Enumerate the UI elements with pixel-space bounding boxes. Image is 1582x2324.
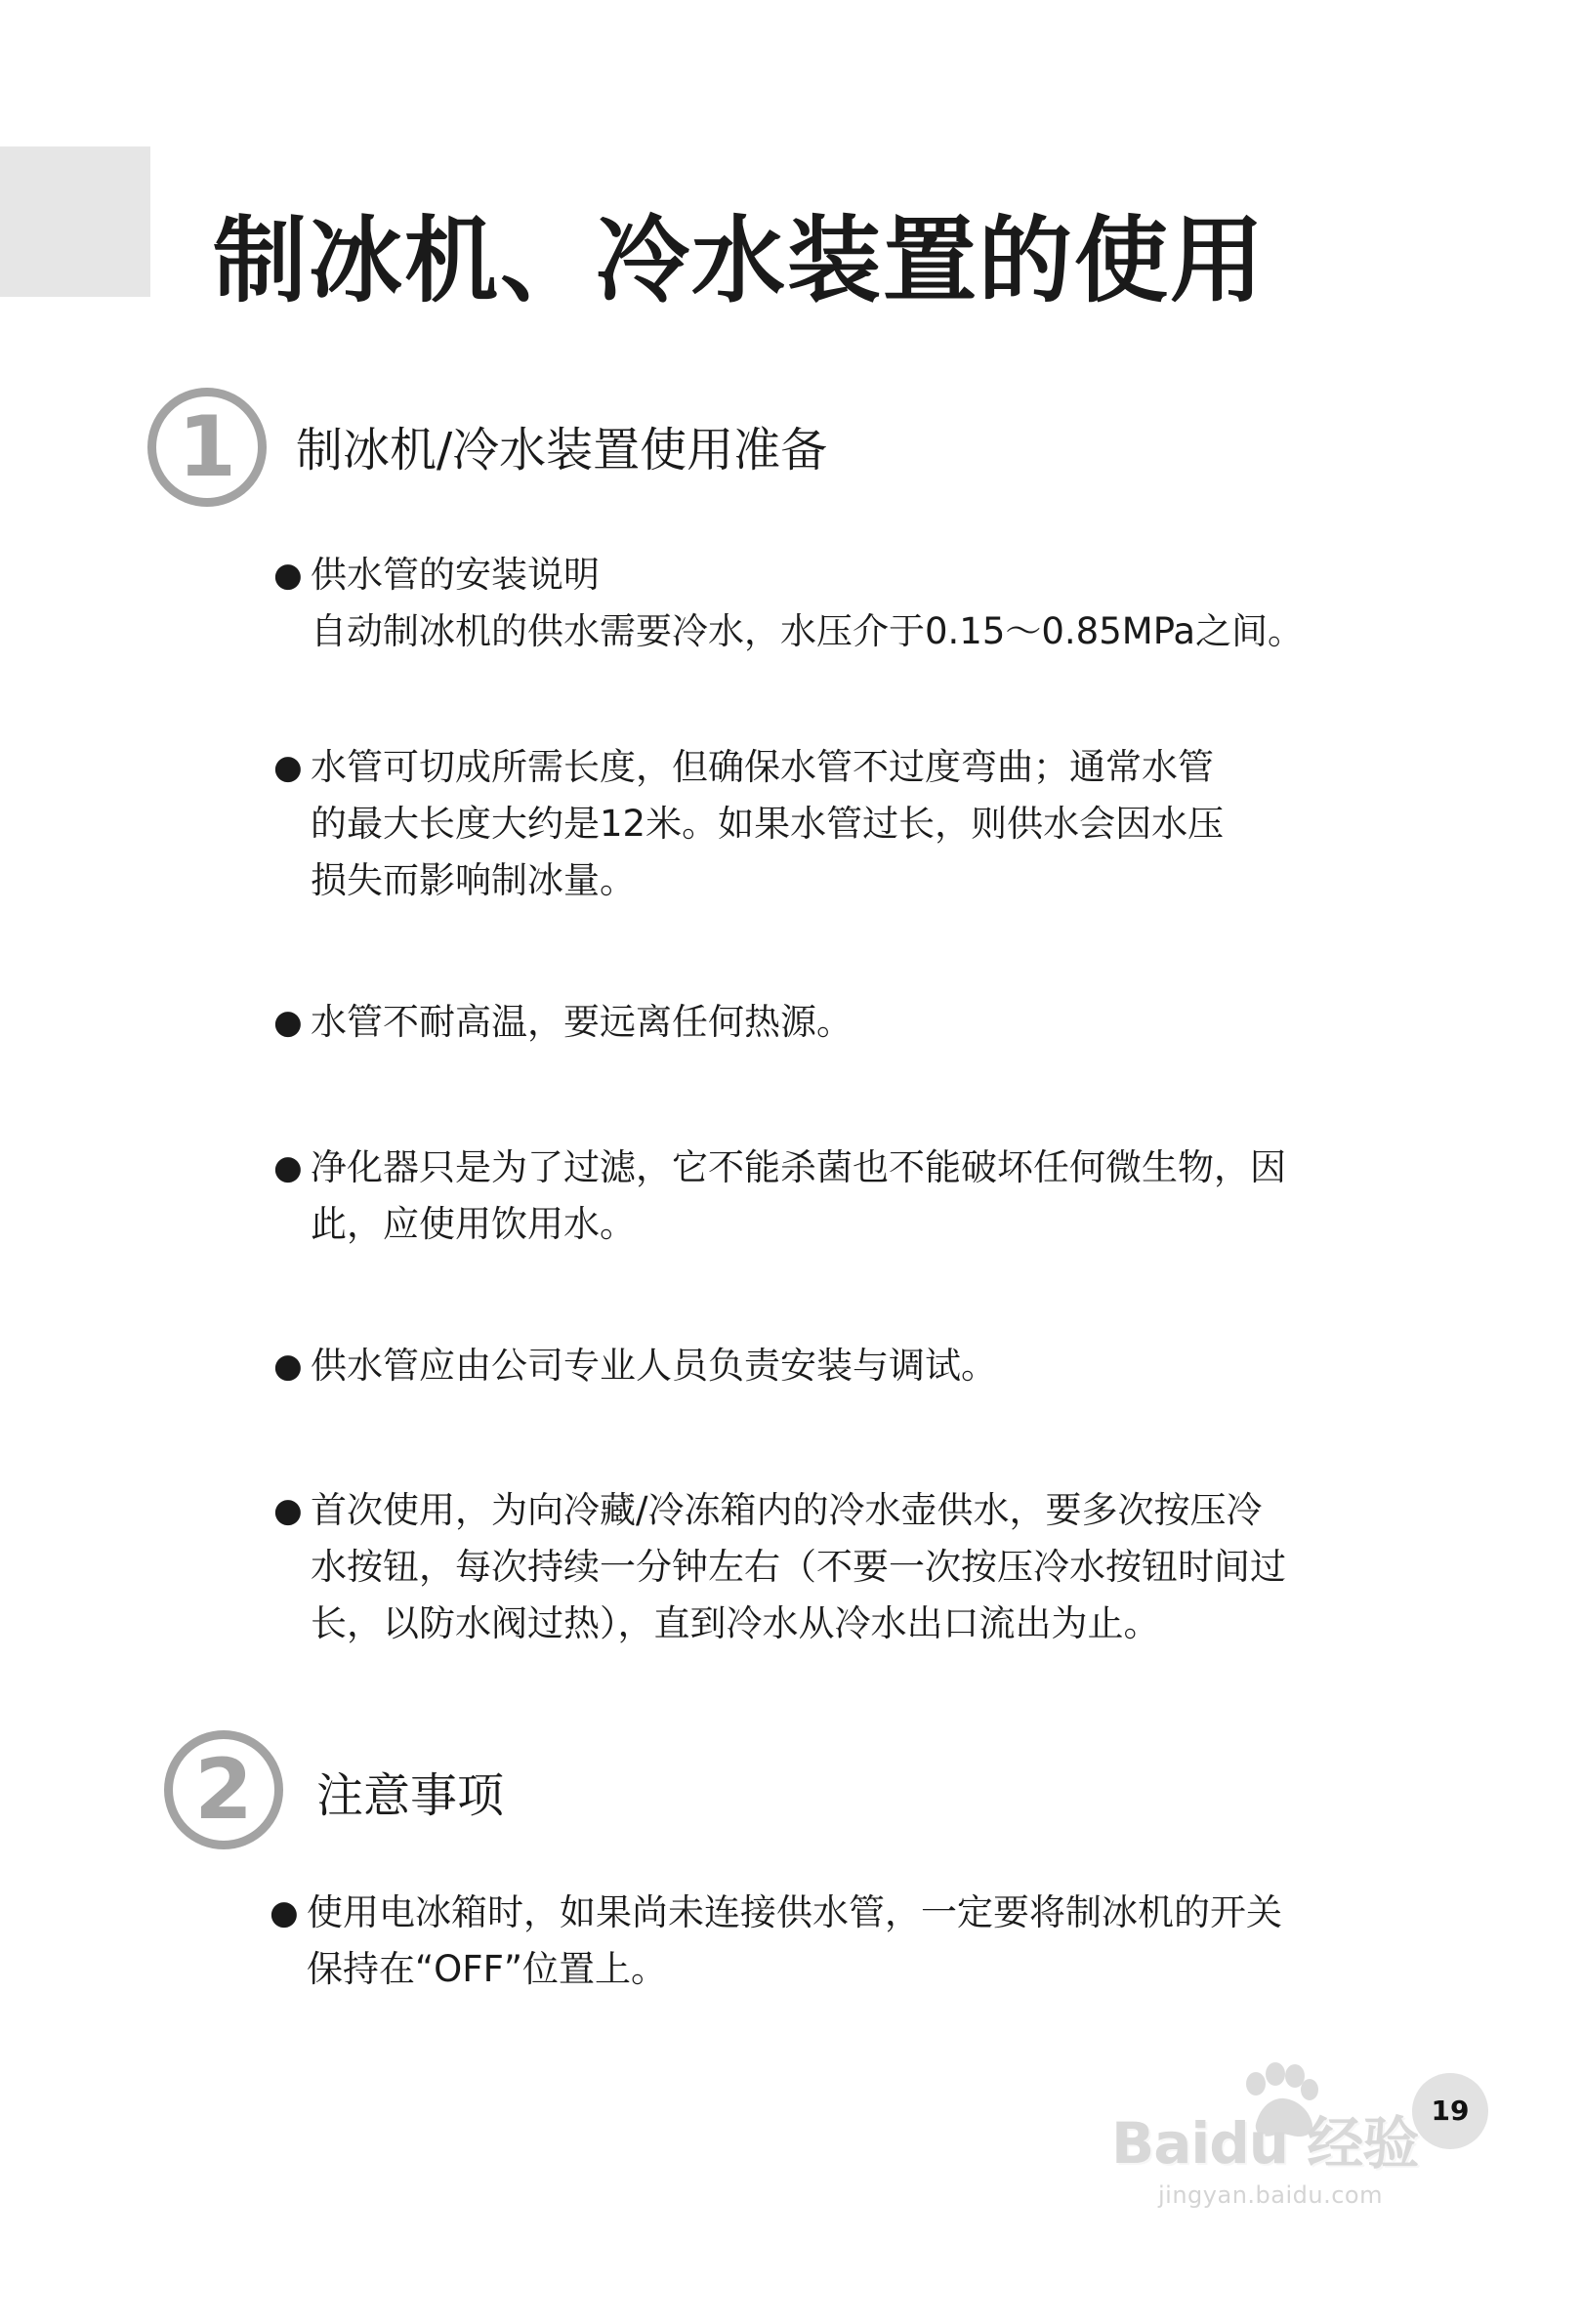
- item-text-line: 的最大长度大约是12米。如果水管过长，则供水会因水压: [311, 803, 1225, 845]
- baidu-watermark: [1111, 2060, 1492, 2217]
- bullet-icon: ●: [273, 556, 303, 595]
- bullet-icon: ●: [270, 1893, 299, 1932]
- bullet-icon: ●: [273, 1003, 303, 1042]
- section-heading-1: 制冰机/冷水装置使用准备: [296, 423, 828, 477]
- list-item: [273, 1140, 1286, 1253]
- item-text-line: 水管可切成所需长度，但确保水管不过度弯曲；通常水管: [311, 746, 1214, 788]
- item-text-line: 供水管应由公司专业人员负责安装与调试。: [311, 1345, 997, 1387]
- list-item: [273, 1482, 1286, 1652]
- section-heading-2: 注意事项: [316, 1768, 505, 1823]
- bullet-icon: ●: [273, 1491, 303, 1530]
- item-text-line: 保持在“OFF”位置上。: [307, 1948, 668, 1990]
- item-text-line: 损失而影响制冰量。: [311, 859, 636, 901]
- list-item: [273, 547, 1304, 660]
- bullet-icon: ●: [273, 1347, 303, 1386]
- item-text-line: 供水管的安装说明: [311, 554, 600, 596]
- section-number-1: 1: [147, 388, 267, 507]
- bullet-icon: ●: [273, 748, 303, 787]
- item-text-line: 长，以防水阀过热），直到冷水从冷水出口流出为止。: [311, 1602, 1160, 1644]
- item-text-line: 此，应使用饮用水。: [311, 1203, 636, 1245]
- section-number-2: 2: [164, 1730, 283, 1849]
- item-text-line: 使用电冰箱时，如果尚未连接供水管，一定要将制冰机的开关: [307, 1891, 1282, 1933]
- item-text-line: 水管不耐高温，要远离任何热源。: [311, 1001, 853, 1043]
- list-item: [273, 994, 853, 1051]
- bullet-icon: ●: [273, 1148, 303, 1187]
- item-text-line: 首次使用，为向冷藏/冷冻箱内的冷水壶供水，要多次按压冷: [311, 1489, 1263, 1531]
- item-text-line: 自动制冰机的供水需要冷水，水压介于0.15～0.85MPa之间。: [311, 610, 1305, 652]
- list-item: [270, 1885, 1282, 1998]
- watermark-url: jingyan.baidu.com: [1158, 2181, 1383, 2209]
- item-text-line: 水按钮，每次持续一分钟左右（不要一次按压冷水按钮时间过: [311, 1546, 1286, 1588]
- watermark-brand: Baidu 经验: [1111, 2110, 1419, 2177]
- page-title: 制冰机、冷水装置的使用: [213, 206, 1266, 315]
- page-number: 19: [1412, 2073, 1488, 2149]
- chapter-tab: [0, 146, 150, 297]
- list-item: [273, 739, 1224, 909]
- list-item: [273, 1338, 997, 1394]
- item-text-line: 净化器只是为了过滤，它不能杀菌也不能破坏任何微生物，因: [311, 1146, 1286, 1188]
